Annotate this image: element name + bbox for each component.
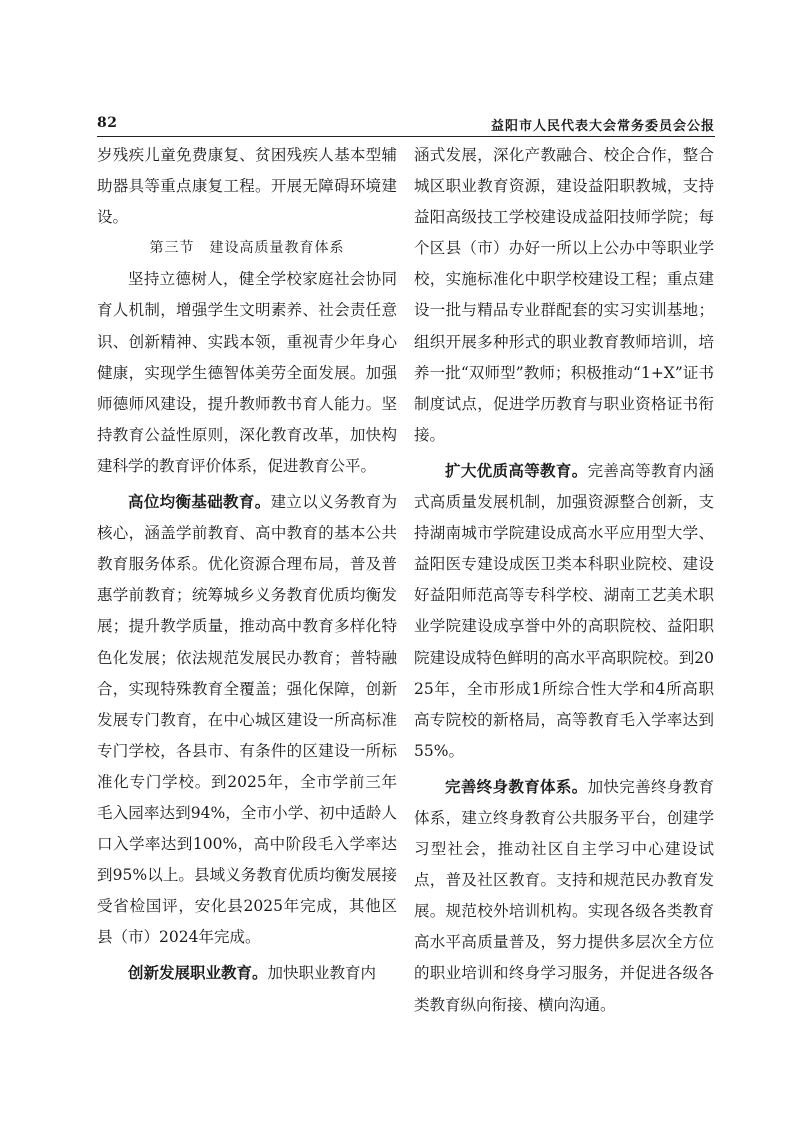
basic-education-paragraph (97, 486, 397, 953)
basic-education-body: 建立以义务教育为核心，涵盖学前教育、高中教育的基本公共教育服务体系。优化资源合理布局，普及普惠学前教育；统筹城乡义务教育优质均衡发展；提升教学质量，推动高中教育多样化特色化发展；依法规范发展民办教育；普特融合，实现特殊教育全覆盖；强化保障，创新发展专门教育，在中心城区建设一所高标准专门学校，各县市、有条件的区建设一所标准化专门学校。到2025年，全市学前三年毛入园率达到94%，全市小学、初中适龄人口入学率达到100%，高中阶段毛入学率达到95%以上。县域义务教育优质均衡发展接受省检国评，安化县2025年完成，其他区县（市）2024年完成。 (97, 493, 397, 947)
higher-education-body: 完善高等教育内涵式高质量发展机制，加强资源整合创新，支持湖南城市学院建设成高水平应用型大学、益阳医专建设成医卫类本科职业院校、建设好益阳师范高等专科学校、湖南工艺美术职业学院建设成享誉中外的高职院校、益阳职院建设成特色鲜明的高水平高职院校。到2025年，全市形成1所综合性大学和4所高职高专院校的新格局，高等教育毛入学率达到55%。 (414, 461, 714, 760)
vocational-education-paragraph (97, 957, 397, 989)
left-column (97, 140, 397, 990)
page-header (97, 112, 715, 134)
higher-education-lead: 扩大优质高等教育。 (445, 460, 588, 480)
continuation-paragraph: 岁残疾儿童免费康复、贫困残疾人基本型辅助器具等重点康复工程。开展无障碍环境建设。 (97, 146, 397, 227)
higher-education-paragraph (414, 455, 714, 767)
lifelong-education-body: 加快完善终身教育体系，建立终身教育公共服务平台，创建学习型社会，推动社区自主学习中心建设试点，普及社区教育。支持和规范民办教育发展。规范校外培训机构。实现各级各类教育高水平高质量普及，努力提供多层次全方位的职业培训和终身学习服务，并促进各级各类教育纵向衔接、横向沟通。 (414, 777, 714, 1014)
section-heading: 第三节 建设高质量教育体系 (149, 240, 345, 257)
journal-title: 益阳市人民代表大会常务委员会公报 (490, 119, 715, 134)
intro-paragraph: 坚持立德树人，健全学校家庭社会协同育人机制，增强学生文明素养、社会责任意识、创新精神、实践本领，重视青少年身心健康，实现学生德智体美劳全面发展。加强师德师风建设，提升教师教书育人能力。坚持教育公益性原则，深化教育改革，加快构建科学的教育评价体系，促进教育公平。 (97, 270, 397, 475)
basic-education-lead: 高位均衡基础教育。 (128, 492, 271, 512)
lifelong-education-paragraph (414, 771, 714, 1021)
vocational-education-continued: 涵式发展，深化产教融合、校企合作，整合城区职业教育资源，建设益阳职教城，支持益阳高级技工学校建设成益阳技师学院；每个区县（市）办好一所以上公办中等职业学校，实施标准化中职学校建设工程；重点建设一批与精品专业群配套的实习实训基地；组织开展多种形式的职业教育教师培训，培养一批“双师型”教师；积极推动“1+X”证书制度试点，促进学历教育与职业资格证书衔接。 (414, 146, 714, 444)
vocational-education-body-start: 加快职业教育内 (267, 964, 377, 983)
right-column (414, 140, 714, 1021)
vocational-education-lead: 创新发展职业教育。 (128, 963, 268, 983)
header-rule (97, 136, 715, 137)
page-number: 82 (97, 115, 118, 131)
lifelong-education-lead: 完善终身教育体系。 (445, 776, 588, 796)
